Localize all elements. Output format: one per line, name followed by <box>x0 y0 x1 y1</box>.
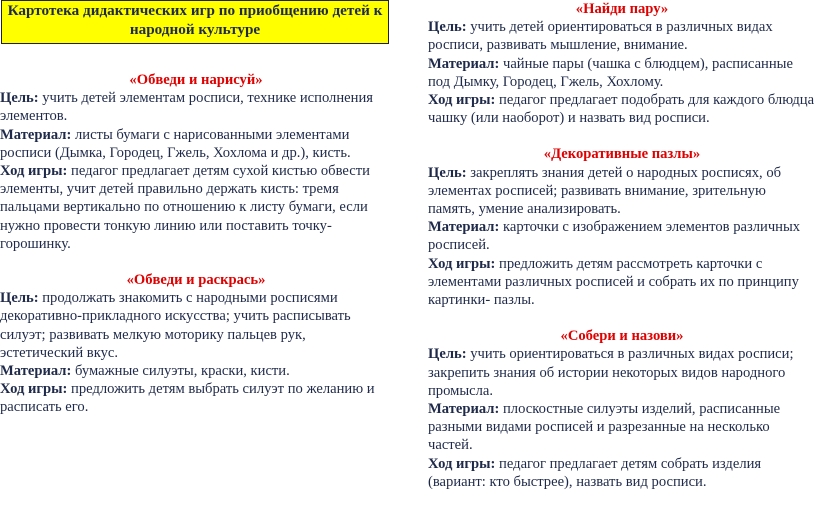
game-material <box>428 400 816 455</box>
goal-label: Цель: <box>428 346 467 363</box>
spacer <box>428 127 816 145</box>
game-material <box>0 362 392 380</box>
play-text: предложить детям рассмотреть карточки с элементами различных росписей и собрать их по принципу картинки- пазлы. <box>428 255 799 309</box>
material-text: чайные пары (чашка с блюдцем), расписанные под Дымку, Городец, Гжель, Хохлому. <box>428 55 793 90</box>
play-text: педагог предлагает детям сухой кистью обвести элементы, учит детей правильно держать кисть: тремя пальцами вертикально по отношению к листу бумаги, если нужно провести тонкую линию или поставить точку-горошинку. <box>0 163 370 252</box>
material-label: Материал: <box>428 401 500 418</box>
play-text: предложить детям выбрать силуэт по желанию и расписать его. <box>0 381 375 416</box>
game-title: «Собери и назови» <box>560 328 684 345</box>
game-material <box>428 218 816 254</box>
material-text: бумажные силуэты, краски, кисти. <box>71 363 290 380</box>
material-text: карточки с изображением элементов различных росписей. <box>428 219 801 254</box>
play-label: Ход игры: <box>428 92 496 109</box>
material-label: Материал: <box>428 219 500 236</box>
goal-label: Цель: <box>428 164 467 181</box>
spacer <box>0 44 392 71</box>
material-text: листы бумаги с нарисованными элементами росписи (Дымка, Городец, Гжель, Хохлома и др.), кисть. <box>0 126 351 161</box>
play-label: Ход игры: <box>0 381 68 398</box>
game-card <box>0 271 392 417</box>
goal-label: Цель: <box>0 290 39 307</box>
game-goal <box>428 345 816 400</box>
game-play <box>428 255 816 310</box>
goal-text: учить детей ориентироваться в различных видах росписи, развивать мышление, внимание. <box>428 19 773 54</box>
game-title: «Обведи и нарисуй» <box>129 72 263 88</box>
game-card <box>428 327 816 491</box>
game-play <box>0 380 392 416</box>
game-material <box>428 55 816 91</box>
game-card <box>428 0 816 127</box>
game-play <box>428 455 816 491</box>
game-material <box>0 126 392 162</box>
game-card <box>0 71 392 253</box>
material-label: Материал: <box>0 126 72 143</box>
game-goal <box>428 164 816 219</box>
left-column <box>0 0 392 417</box>
document-title: Картотека дидактических игр по приобщению детей к народной культуре <box>1 0 389 44</box>
play-text: педагог предлагает подобрать для каждого блюдца чашку (или наоборот) и назвать вид росписи. <box>428 92 815 127</box>
material-label: Материал: <box>428 55 500 72</box>
goal-text: продолжать знакомить с народными росписями декоративно-прикладного искусства; учить расписывать силуэт; развивать мелкую моторику пальцев рук, эстетический вкус. <box>0 290 351 361</box>
goal-label: Цель: <box>428 19 467 36</box>
game-title: «Найди пару» <box>575 1 669 17</box>
game-goal <box>428 18 816 54</box>
play-label: Ход игры: <box>0 163 68 180</box>
game-goal <box>0 289 392 362</box>
game-title: «Обведи и раскрась» <box>126 272 266 289</box>
game-goal <box>0 89 392 125</box>
play-label: Ход игры: <box>428 455 496 472</box>
goal-label: Цель: <box>0 90 39 107</box>
material-text: плоскостные силуэты изделий, расписанные разными видами росписей и разрезанные на несколько частей. <box>428 401 781 454</box>
spacer <box>428 309 816 327</box>
play-label: Ход игры: <box>428 255 496 272</box>
game-play <box>0 162 392 253</box>
game-title: «Декоративные пазлы» <box>543 146 701 163</box>
game-play <box>428 91 816 127</box>
material-label: Материал: <box>0 363 72 380</box>
goal-text: учить ориентироваться в различных видах росписи; закрепить знания об истории некоторых видов народного промысла. <box>428 346 794 399</box>
game-card <box>428 145 816 309</box>
goal-text: учить детей элементам росписи, технике исполнения элементов. <box>0 90 373 125</box>
play-text: педагог предлагает детям собрать изделия (вариант: кто быстрее), назвать вид росписи. <box>428 455 762 490</box>
goal-text: закреплять знания детей о народных росписях, об элементах росписей; развивать внимание, зрительную память, умение анализировать. <box>428 164 782 218</box>
right-column <box>428 0 816 491</box>
spacer <box>0 253 392 271</box>
